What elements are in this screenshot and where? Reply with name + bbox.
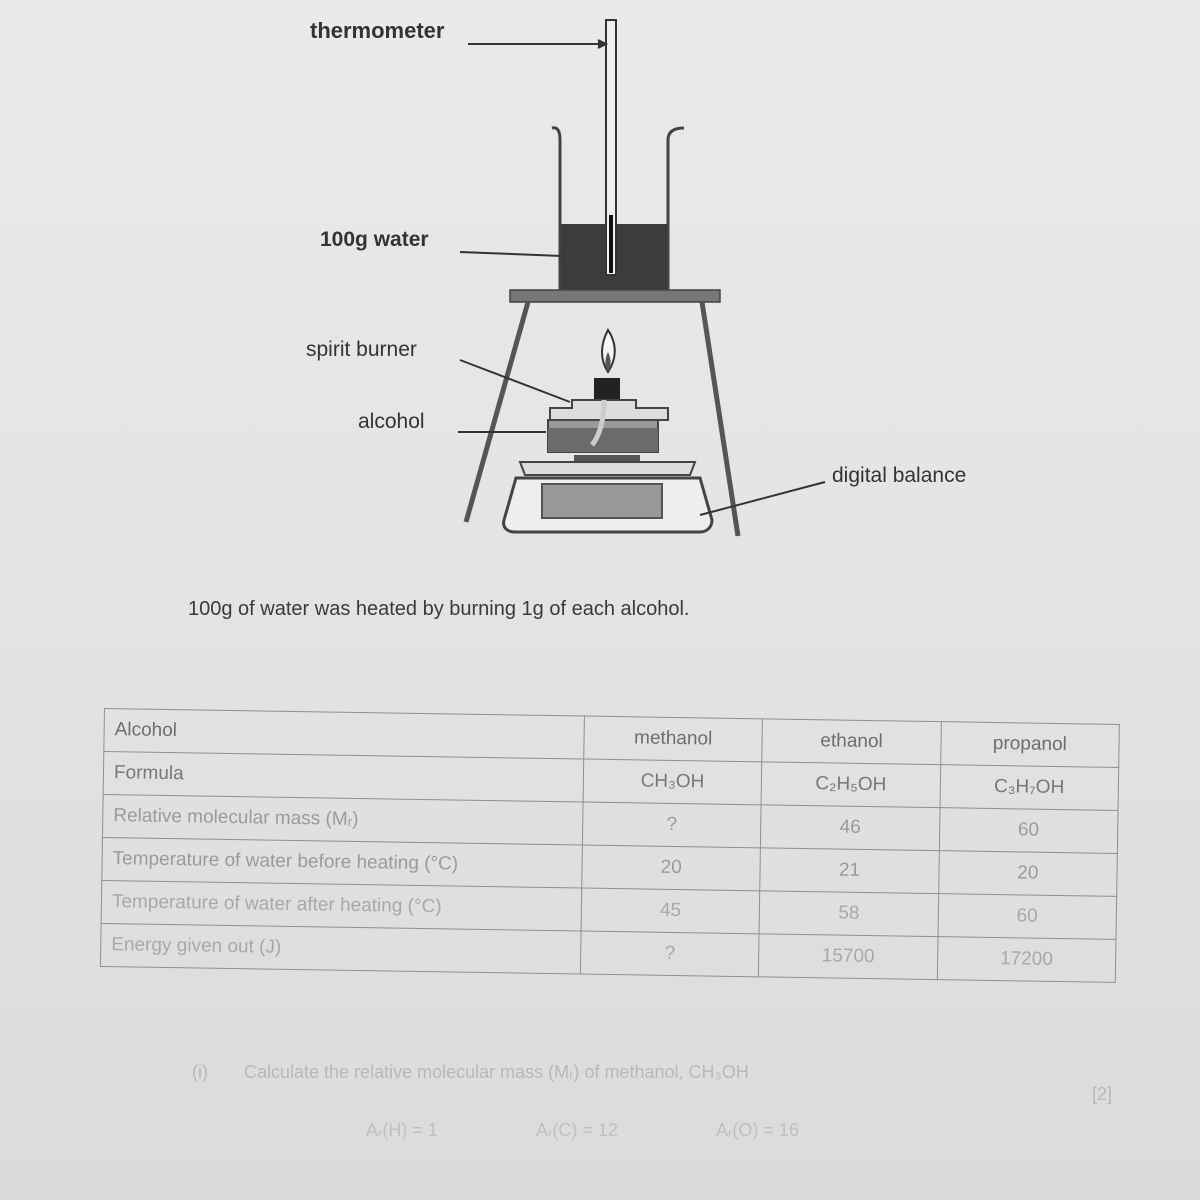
digital-balance xyxy=(504,455,712,532)
row-header: Alcohol xyxy=(104,709,584,760)
table-cell: 21 xyxy=(760,848,939,894)
table-cell: 45 xyxy=(581,888,760,934)
row-header: Temperature of water before heating (°C) xyxy=(102,837,582,888)
atomic-mass-c: Aᵣ(C) = 12 xyxy=(536,1120,618,1140)
table-cell: 20 xyxy=(582,845,761,891)
table-cell: 60 xyxy=(938,894,1117,940)
thermometer-label: thermometer xyxy=(310,18,445,43)
table-cell: methanol xyxy=(584,716,763,762)
row-header: Relative molecular mass (Mᵣ) xyxy=(102,794,582,845)
table-cell: C₂H₅OH xyxy=(761,762,940,808)
table-cell: 46 xyxy=(761,805,940,851)
gauze xyxy=(510,290,720,302)
question-text: Calculate the relative molecular mass (Mᵣ) of methanol, CH₃OH xyxy=(244,1062,749,1082)
row-header: Temperature of water after heating (°C) xyxy=(101,880,581,931)
spirit-burner-label: spirit burner xyxy=(306,338,417,361)
table-cell: 20 xyxy=(938,851,1117,897)
atomic-mass-h: Aᵣ(H) = 1 xyxy=(366,1120,438,1140)
digital-balance-label: digital balance xyxy=(832,464,967,487)
table-cell: 60 xyxy=(939,808,1118,854)
table-cell: ? xyxy=(580,931,759,977)
alcohol-label: alcohol xyxy=(358,410,425,433)
table-cell: ethanol xyxy=(762,719,941,765)
table-cell: 15700 xyxy=(759,934,938,980)
table-cell: 17200 xyxy=(937,937,1116,983)
thermometer xyxy=(606,20,616,275)
table-cell: propanol xyxy=(940,722,1119,768)
table-cell: CH₃OH xyxy=(583,759,762,805)
question-marks: [2] xyxy=(1092,1084,1113,1104)
water-label: 100g water xyxy=(320,228,429,251)
atomic-mass-o: Aᵣ(O) = 16 xyxy=(716,1120,799,1140)
experiment-caption: 100g of water was heated by burning 1g of each alcohol. xyxy=(188,598,690,620)
row-header: Energy given out (J) xyxy=(100,923,580,974)
row-header: Formula xyxy=(103,752,583,803)
question-number: (i) xyxy=(192,1062,208,1082)
table-cell: ? xyxy=(582,802,761,848)
spirit-burner xyxy=(548,330,668,452)
alcohol-data-table xyxy=(100,708,1120,983)
table-cell: 58 xyxy=(759,891,938,937)
table-cell: C₃H₇OH xyxy=(940,765,1119,811)
